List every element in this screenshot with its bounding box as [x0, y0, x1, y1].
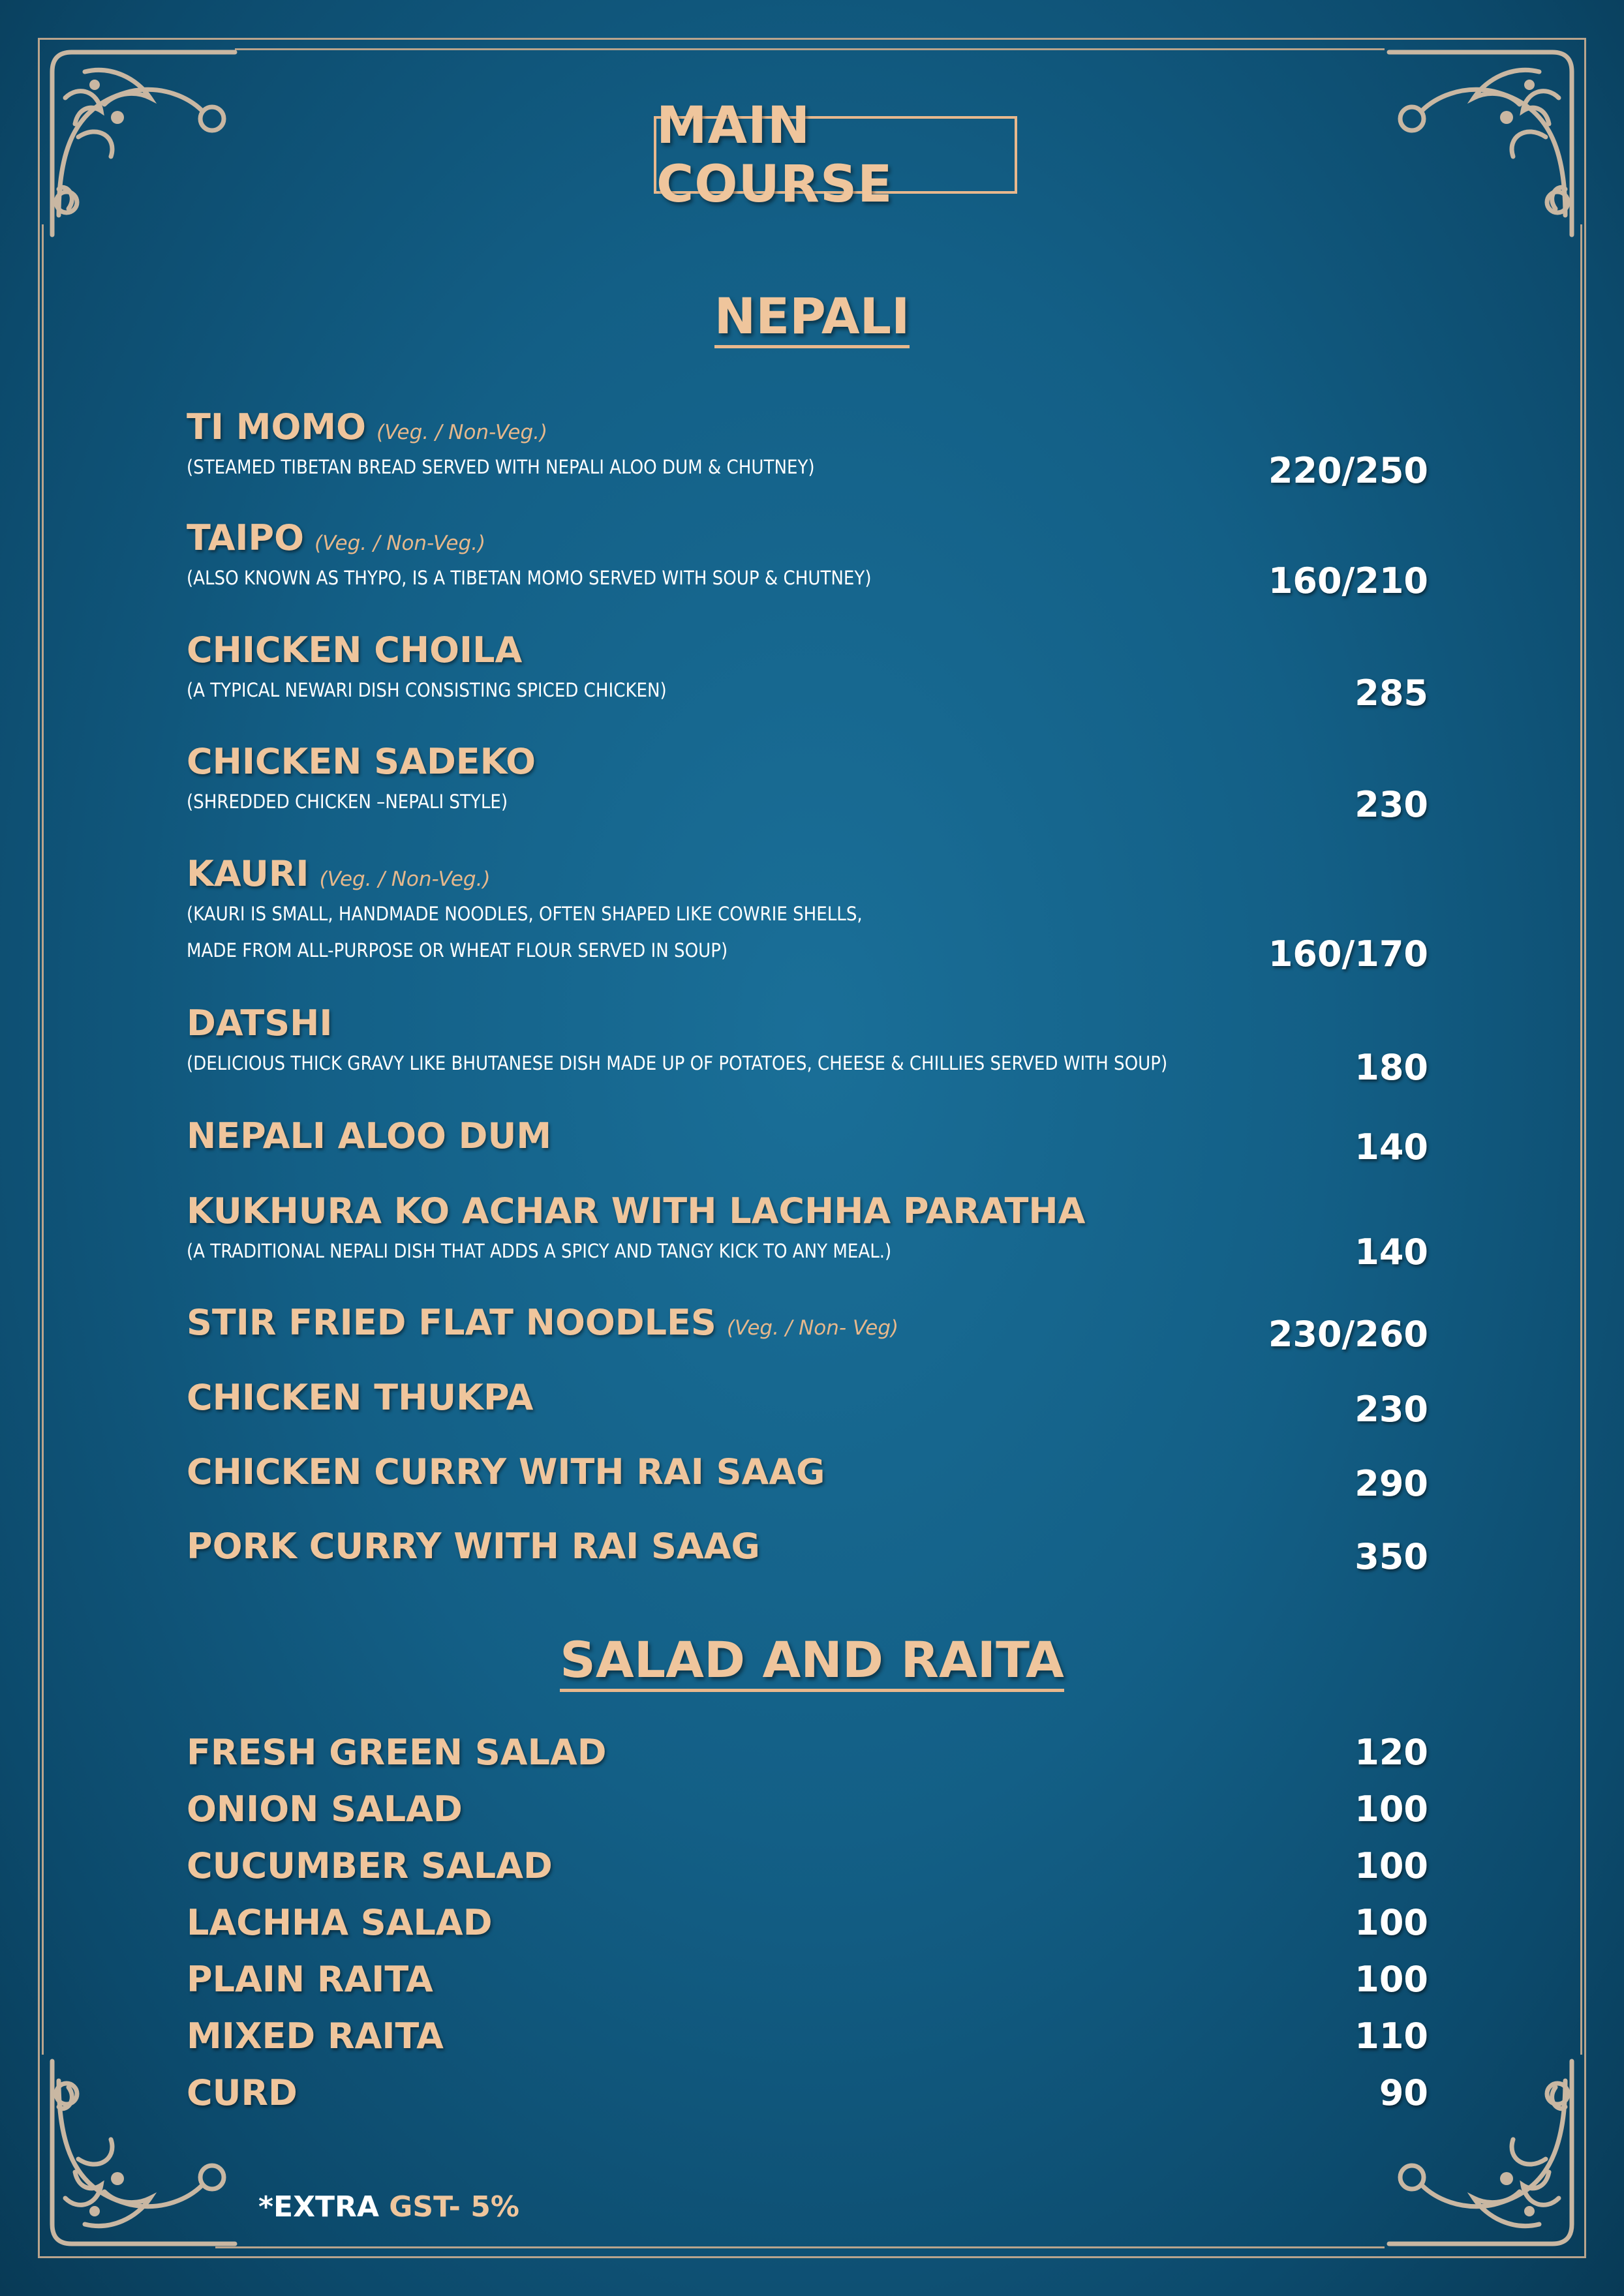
item-description: (STEAMED TIBETAN BREAD SERVED WITH NEPALI ALOO DUM & CHUTNEY)	[187, 456, 815, 478]
item-price: 220/250	[1268, 450, 1428, 491]
item-name: KUKHURA KO ACHAR WITH LACHHA PARATHA	[187, 1190, 1086, 1231]
item-description-line2: MADE FROM ALL-PURPOSE OR WHEAT FLOUR SERVED IN SOUP)	[187, 939, 728, 961]
item-description: (SHREDDED CHICKEN –NEPALI STYLE)	[187, 791, 508, 813]
salad-item-price: 100	[1355, 1789, 1428, 1830]
salad-item-price: 90	[1379, 2072, 1428, 2113]
salad-item-name: CURD	[187, 2072, 298, 2113]
section-heading-nepali	[0, 287, 1624, 348]
item-name: CHICKEN CHOILA	[187, 629, 523, 671]
item-name: STIR FRIED FLAT NOODLES	[187, 1302, 716, 1343]
item-description: (DELICIOUS THICK GRAVY LIKE BHUTANESE DISH MADE UP OF POTATOES, CHEESE & CHILLIES SERVED WITH SOUP)	[187, 1052, 1168, 1074]
item-name: DATSHI	[187, 1003, 333, 1044]
item-name: PORK CURRY WITH RAI SAAG	[187, 1526, 760, 1567]
salad-item-name: ONION SALAD	[187, 1789, 463, 1830]
flourish-corner-icon	[1370, 46, 1585, 241]
salad-item-name: LACHHA SALAD	[187, 1902, 493, 1943]
gst-footnote	[258, 2190, 519, 2224]
item-price: 180	[1355, 1047, 1428, 1088]
salad-item-name: CUCUMBER SALAD	[187, 1845, 553, 1886]
item-price: 140	[1355, 1231, 1428, 1273]
item-tag: (Veg. / Non-Veg.)	[314, 532, 486, 555]
item-name: CHICKEN THUKPA	[187, 1377, 534, 1418]
item-description: (ALSO KNOWN AS THYPO, IS A TIBETAN MOMO SERVED WITH SOUP & CHUTNEY)	[187, 567, 872, 589]
salad-item-price: 110	[1355, 2016, 1428, 2057]
section-heading-salad	[0, 1631, 1624, 1692]
salad-item-price: 100	[1355, 1902, 1428, 1943]
item-price: 290	[1355, 1463, 1428, 1504]
item-price: 230/260	[1268, 1314, 1428, 1355]
salad-item-name: PLAIN RAITA	[187, 1959, 433, 2000]
item-price: 160/210	[1268, 560, 1428, 601]
item-price: 285	[1355, 672, 1428, 714]
item-name: TI MOMO	[187, 406, 367, 447]
salad-item-name: FRESH GREEN SALAD	[187, 1732, 607, 1773]
item-description: (A TYPICAL NEWARI DISH CONSISTING SPICED CHICKEN)	[187, 679, 667, 701]
bottom-rule	[215, 2246, 1385, 2248]
item-description: (KAURI IS SMALL, HANDMADE NOODLES, OFTEN SHAPED LIKE COWRIE SHELLS,	[187, 903, 863, 925]
item-name: TAIPO	[187, 517, 305, 558]
item-name: KAURI	[187, 853, 309, 894]
item-name: NEPALI ALOO DUM	[187, 1115, 552, 1156]
salad-item-price: 100	[1355, 1959, 1428, 2000]
footnote-gst: GST- 5%	[389, 2190, 519, 2224]
page-title: MAIN COURSE	[654, 116, 1017, 194]
salad-item-name: MIXED RAITA	[187, 2016, 444, 2057]
item-price: 350	[1355, 1536, 1428, 1577]
item-tag: (Veg. / Non-Veg.)	[376, 421, 548, 444]
section-heading-label: NEPALI	[714, 290, 910, 348]
item-price: 230	[1355, 1389, 1428, 1430]
item-tag: (Veg. / Non-Veg.)	[319, 868, 491, 891]
top-rule	[235, 48, 1385, 50]
salad-item-price: 120	[1355, 1732, 1428, 1773]
item-price: 140	[1355, 1126, 1428, 1168]
item-tag: (Veg. / Non- Veg)	[726, 1316, 899, 1340]
section-heading-label: SALAD AND RAITA	[560, 1634, 1064, 1692]
item-description: (A TRADITIONAL NEPALI DISH THAT ADDS A SPICY AND TANGY KICK TO ANY MEAL.)	[187, 1240, 892, 1262]
item-name: CHICKEN CURRY WITH RAI SAAG	[187, 1451, 825, 1492]
flourish-corner-icon	[39, 46, 254, 241]
footnote-extra: *EXTRA	[258, 2190, 379, 2224]
item-name: CHICKEN SADEKO	[187, 741, 536, 782]
salad-item-price: 100	[1355, 1845, 1428, 1886]
item-price: 160/170	[1268, 933, 1428, 974]
item-price: 230	[1355, 784, 1428, 825]
